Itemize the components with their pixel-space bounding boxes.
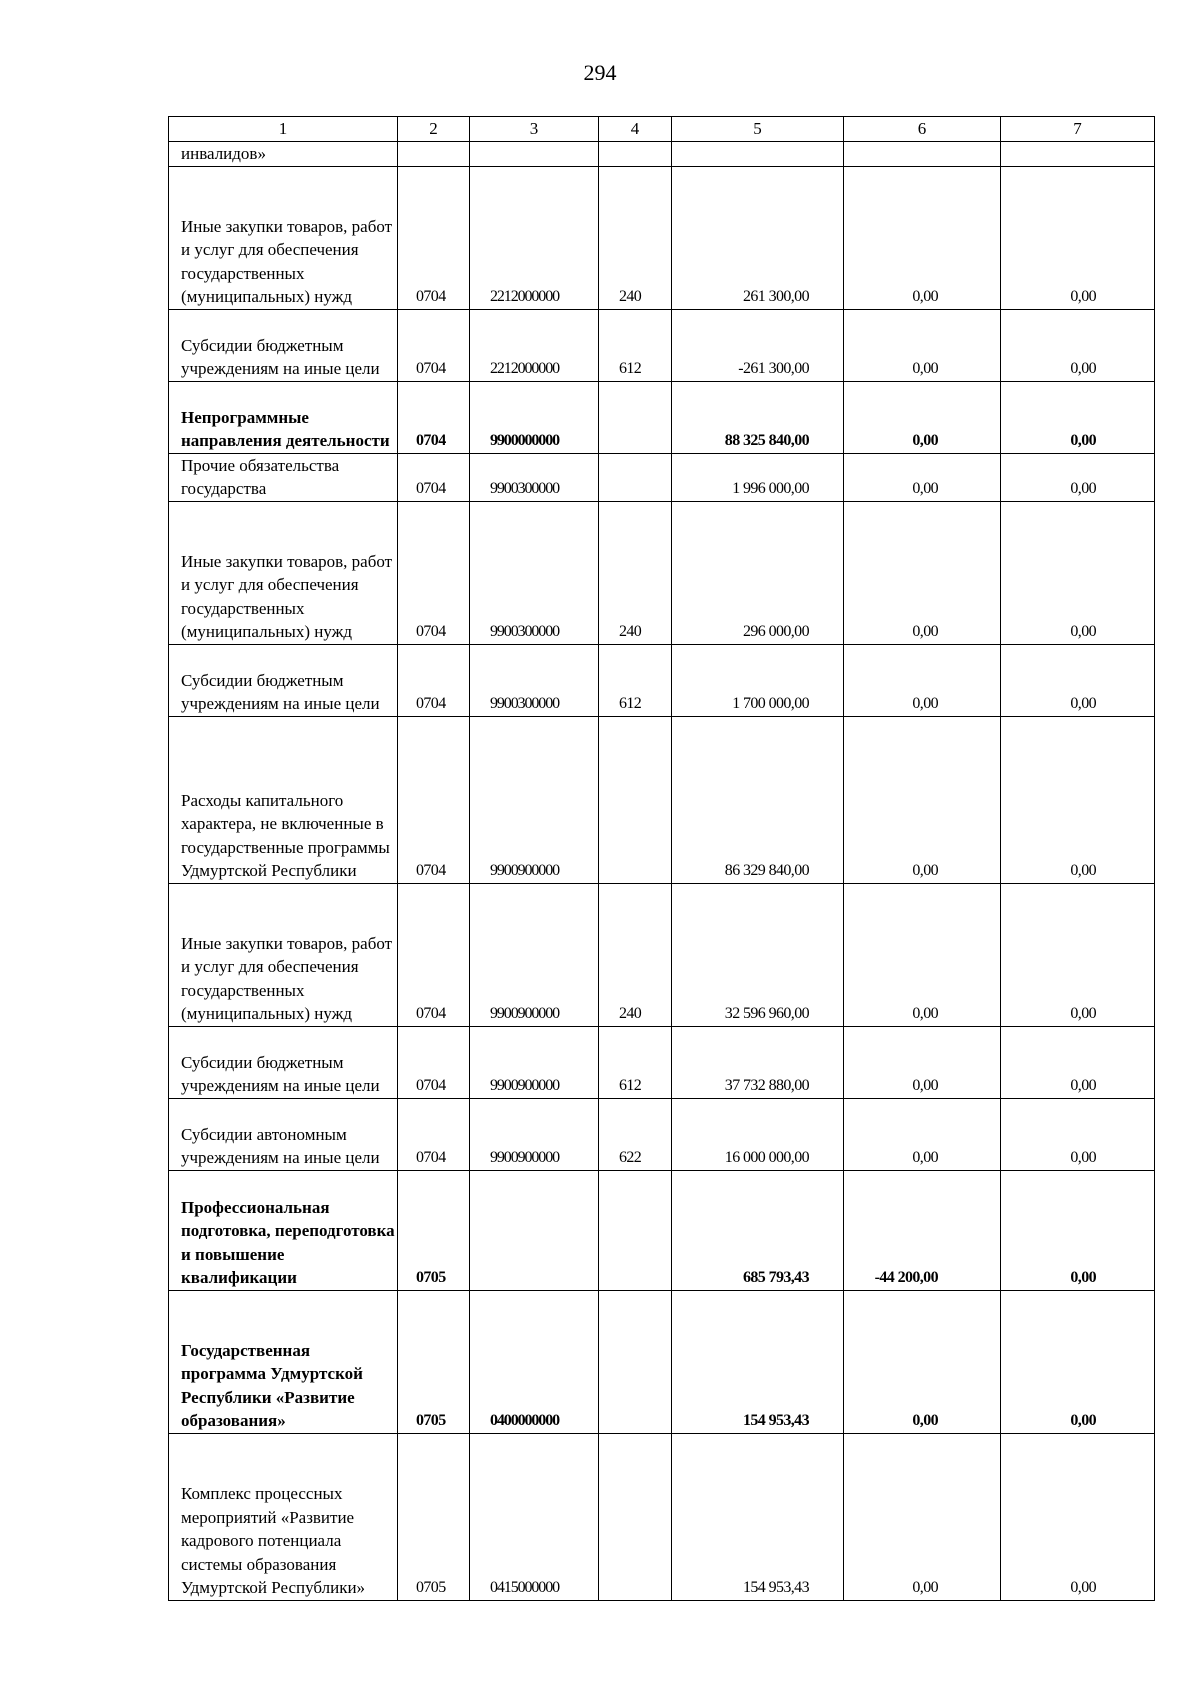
row-amount-5: 86 329 840,00 bbox=[672, 716, 844, 883]
row-target-code: 9900300000 bbox=[470, 501, 599, 644]
row-name: Прочие обязательства государства bbox=[169, 453, 398, 501]
row-amount-6: 0,00 bbox=[844, 644, 1001, 716]
row-section-code: 0704 bbox=[398, 883, 470, 1026]
table-row bbox=[169, 166, 1155, 309]
row-amount-6: 0,00 bbox=[844, 1433, 1001, 1600]
table-body bbox=[169, 142, 1155, 1601]
row-amount-7 bbox=[1001, 142, 1155, 167]
row-expense-type: 240 bbox=[599, 501, 672, 644]
row-expense-type bbox=[599, 716, 672, 883]
row-amount-6: 0,00 bbox=[844, 1026, 1001, 1098]
row-name: Субсидии автономным учреждениям на иные цели bbox=[169, 1098, 398, 1170]
row-amount-5: 154 953,43 bbox=[672, 1290, 844, 1433]
row-amount-6: 0,00 bbox=[844, 716, 1001, 883]
column-header-4: 4 bbox=[599, 117, 672, 142]
table-row bbox=[169, 1290, 1155, 1433]
row-section-code: 0704 bbox=[398, 501, 470, 644]
row-section-code: 0704 bbox=[398, 644, 470, 716]
table-row bbox=[169, 501, 1155, 644]
row-amount-5: 88 325 840,00 bbox=[672, 381, 844, 453]
budget-table bbox=[168, 116, 1155, 1601]
row-name: Непрограммные направления деятельности bbox=[169, 381, 398, 453]
row-amount-7: 0,00 bbox=[1001, 381, 1155, 453]
row-name: Комплекс процессных мероприятий «Развитие кадрового потенциала системы образования Удмуртской Республики» bbox=[169, 1433, 398, 1600]
row-section-code: 0705 bbox=[398, 1433, 470, 1600]
row-section-code bbox=[398, 142, 470, 167]
row-name: Субсидии бюджетным учреждениям на иные цели bbox=[169, 644, 398, 716]
row-target-code: 9900900000 bbox=[470, 1098, 599, 1170]
row-target-code: 9900900000 bbox=[470, 716, 599, 883]
row-expense-type: 612 bbox=[599, 309, 672, 381]
row-expense-type bbox=[599, 1290, 672, 1433]
row-expense-type bbox=[599, 453, 672, 501]
row-target-code bbox=[470, 142, 599, 167]
column-header-1: 1 bbox=[169, 117, 398, 142]
row-name: инвалидов» bbox=[169, 142, 398, 167]
row-name: Расходы капитального характера, не включенные в государственные программы Удмуртской Республики bbox=[169, 716, 398, 883]
row-section-code: 0705 bbox=[398, 1170, 470, 1290]
row-amount-5: 685 793,43 bbox=[672, 1170, 844, 1290]
table-row bbox=[169, 309, 1155, 381]
row-amount-7: 0,00 bbox=[1001, 309, 1155, 381]
row-amount-6: 0,00 bbox=[844, 166, 1001, 309]
table-row bbox=[169, 716, 1155, 883]
row-amount-6: 0,00 bbox=[844, 501, 1001, 644]
row-amount-6: 0,00 bbox=[844, 453, 1001, 501]
row-target-code: 9900900000 bbox=[470, 1026, 599, 1098]
row-target-code: 9900000000 bbox=[470, 381, 599, 453]
row-section-code: 0704 bbox=[398, 453, 470, 501]
row-amount-6: -44 200,00 bbox=[844, 1170, 1001, 1290]
page-number: 294 bbox=[583, 60, 617, 85]
row-amount-7: 0,00 bbox=[1001, 1433, 1155, 1600]
column-header-2: 2 bbox=[398, 117, 470, 142]
row-amount-7: 0,00 bbox=[1001, 1026, 1155, 1098]
row-section-code: 0704 bbox=[398, 309, 470, 381]
row-name: Иные закупки товаров, работ и услуг для обеспечения государственных (муниципальных) нужд bbox=[169, 883, 398, 1026]
row-amount-5: 296 000,00 bbox=[672, 501, 844, 644]
table-row bbox=[169, 1433, 1155, 1600]
row-target-code: 9900300000 bbox=[470, 644, 599, 716]
row-amount-6 bbox=[844, 142, 1001, 167]
row-target-code: 2212000000 bbox=[470, 166, 599, 309]
row-expense-type: 240 bbox=[599, 166, 672, 309]
row-amount-6: 0,00 bbox=[844, 1290, 1001, 1433]
row-expense-type bbox=[599, 1433, 672, 1600]
column-header-7: 7 bbox=[1001, 117, 1155, 142]
row-amount-5: 37 732 880,00 bbox=[672, 1026, 844, 1098]
table-row bbox=[169, 1026, 1155, 1098]
row-amount-6: 0,00 bbox=[844, 309, 1001, 381]
row-section-code: 0704 bbox=[398, 381, 470, 453]
table-row bbox=[169, 453, 1155, 501]
row-amount-5 bbox=[672, 142, 844, 167]
table-header bbox=[169, 117, 1155, 142]
row-name: Иные закупки товаров, работ и услуг для обеспечения государственных (муниципальных) нужд bbox=[169, 166, 398, 309]
row-section-code: 0704 bbox=[398, 166, 470, 309]
column-header-5: 5 bbox=[672, 117, 844, 142]
row-amount-7: 0,00 bbox=[1001, 501, 1155, 644]
row-amount-7: 0,00 bbox=[1001, 166, 1155, 309]
row-expense-type: 622 bbox=[599, 1098, 672, 1170]
row-target-code: 9900300000 bbox=[470, 453, 599, 501]
row-expense-type bbox=[599, 142, 672, 167]
row-expense-type bbox=[599, 381, 672, 453]
row-amount-7: 0,00 bbox=[1001, 1098, 1155, 1170]
row-amount-6: 0,00 bbox=[844, 883, 1001, 1026]
row-expense-type: 612 bbox=[599, 644, 672, 716]
row-expense-type: 240 bbox=[599, 883, 672, 1026]
row-amount-5: 16 000 000,00 bbox=[672, 1098, 844, 1170]
header-row bbox=[169, 117, 1155, 142]
column-header-3: 3 bbox=[470, 117, 599, 142]
row-target-code: 0415000000 bbox=[470, 1433, 599, 1600]
column-header-6: 6 bbox=[844, 117, 1001, 142]
table-row bbox=[169, 1098, 1155, 1170]
row-name: Государственная программа Удмуртской Республики «Развитие образования» bbox=[169, 1290, 398, 1433]
row-amount-5: -261 300,00 bbox=[672, 309, 844, 381]
table-row bbox=[169, 1170, 1155, 1290]
row-target-code bbox=[470, 1170, 599, 1290]
row-amount-7: 0,00 bbox=[1001, 1290, 1155, 1433]
row-name: Субсидии бюджетным учреждениям на иные цели bbox=[169, 309, 398, 381]
row-expense-type bbox=[599, 1170, 672, 1290]
row-expense-type: 612 bbox=[599, 1026, 672, 1098]
row-name: Иные закупки товаров, работ и услуг для обеспечения государственных (муниципальных) нужд bbox=[169, 501, 398, 644]
row-amount-6: 0,00 bbox=[844, 1098, 1001, 1170]
row-name: Профессиональная подготовка, переподготовка и повышение квалификации bbox=[169, 1170, 398, 1290]
row-amount-7: 0,00 bbox=[1001, 1170, 1155, 1290]
table-row bbox=[169, 883, 1155, 1026]
row-amount-5: 1 996 000,00 bbox=[672, 453, 844, 501]
table-row bbox=[169, 381, 1155, 453]
row-amount-7: 0,00 bbox=[1001, 716, 1155, 883]
row-section-code: 0705 bbox=[398, 1290, 470, 1433]
row-target-code: 2212000000 bbox=[470, 309, 599, 381]
row-amount-7: 0,00 bbox=[1001, 453, 1155, 501]
row-amount-5: 154 953,43 bbox=[672, 1433, 844, 1600]
row-amount-7: 0,00 bbox=[1001, 644, 1155, 716]
row-name: Субсидии бюджетным учреждениям на иные цели bbox=[169, 1026, 398, 1098]
table-row bbox=[169, 644, 1155, 716]
row-target-code: 0400000000 bbox=[470, 1290, 599, 1433]
row-section-code: 0704 bbox=[398, 1026, 470, 1098]
row-amount-5: 1 700 000,00 bbox=[672, 644, 844, 716]
row-section-code: 0704 bbox=[398, 716, 470, 883]
row-amount-5: 261 300,00 bbox=[672, 166, 844, 309]
row-target-code: 9900900000 bbox=[470, 883, 599, 1026]
row-amount-6: 0,00 bbox=[844, 381, 1001, 453]
row-amount-5: 32 596 960,00 bbox=[672, 883, 844, 1026]
row-section-code: 0704 bbox=[398, 1098, 470, 1170]
row-amount-7: 0,00 bbox=[1001, 883, 1155, 1026]
table-row bbox=[169, 142, 1155, 167]
